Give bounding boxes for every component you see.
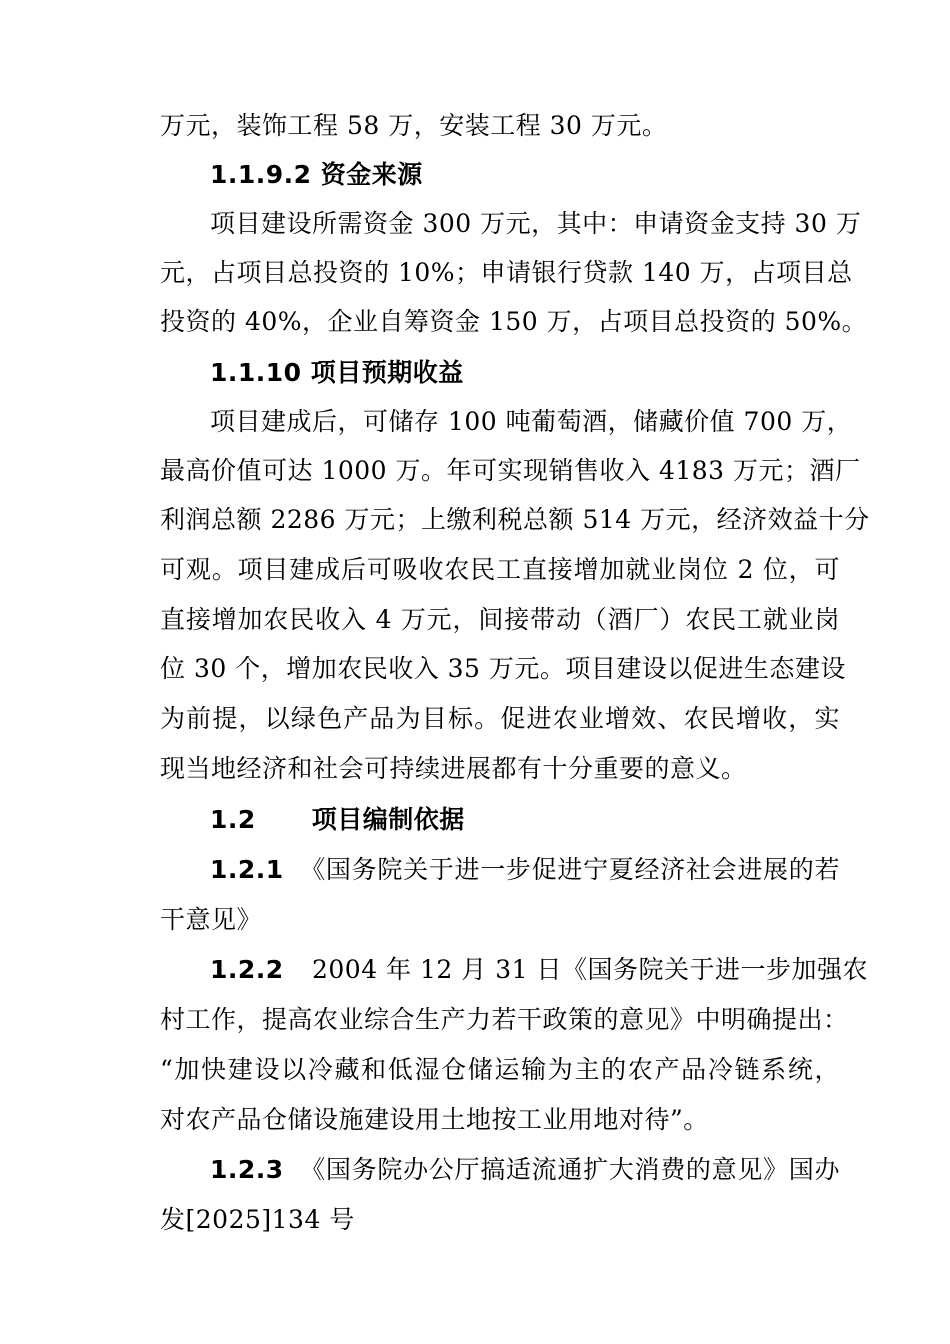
body-text-line: 元，占项目总投资的 10%；申请银行贷款 140 万，占项目总 — [160, 258, 853, 287]
item-text: 《国务院办公厅搞适流通扩大消费的意见》国办 — [300, 1155, 840, 1184]
body-text-line: 现当地经济和社会可持续进展都有十分重要的意义。 — [160, 754, 747, 783]
body-text-line: 对农产品仓储设施建设用土地按工业用地对待”。 — [160, 1105, 709, 1134]
body-text-line: 为前提，以绿色产品为目标。促进农业增效、农民增收，实 — [160, 704, 840, 733]
heading-title: 项目编制依据 — [311, 805, 465, 834]
body-text-line: 发[2025]134 号 — [160, 1205, 355, 1234]
item-number: 1.2.1 — [210, 855, 284, 884]
body-text-line: 项目建设所需资金 300 万元，其中：申请资金支持 30 万 — [210, 209, 862, 238]
item-number: 1.2.2 — [210, 955, 284, 984]
body-text-line: 最高价值可达 1000 万。年可实现销售收入 4183 万元；酒厂 — [160, 456, 861, 485]
body-text-line: 项目建成后，可储存 100 吨葡萄酒，储藏价值 700 万， — [210, 407, 853, 436]
list-item-1-2-2 — [210, 953, 868, 987]
body-text-line: 利润总额 2286 万元；上缴利税总额 514 万元，经济效益十分 — [160, 505, 870, 534]
item-number: 1.2.3 — [210, 1155, 284, 1184]
body-text-line: “加快建设以冷藏和低湿仓储运输为主的农产品冷链系统， — [160, 1055, 840, 1084]
item-text: 2004 年 12 月 31 日《国务院关于进一步加强农 — [312, 955, 868, 984]
body-text-line: 可观。项目建成后可吸收农民工直接增加就业岗位 2 位，可 — [160, 555, 840, 584]
section-heading-1-1-10: 1.1.10 项目预期收益 — [210, 358, 464, 387]
body-text-line: 干意见》 — [160, 905, 263, 934]
body-text-line: 直接增加农民收入 4 万元，间接带动（酒厂）农民工就业岗 — [160, 605, 840, 634]
heading-number: 1.2 — [210, 805, 256, 834]
item-text: 《国务院关于进一步促进宁夏经济社会进展的若 — [300, 855, 840, 884]
section-heading-1-1-9-2: 1.1.9.2 资金来源 — [210, 160, 423, 189]
section-heading-1-2 — [210, 803, 465, 837]
list-item-1-2-3 — [210, 1153, 840, 1187]
body-text-line: 万元，装饰工程 58 万，安装工程 30 万元。 — [160, 111, 668, 140]
body-text-line: 投资的 40%，企业自筹资金 150 万，占项目总投资的 50%。 — [160, 307, 868, 336]
body-text-line: 位 30 个，增加农民收入 35 万元。项目建设以促进生态建设 — [160, 654, 846, 683]
body-text-line: 村工作，提高农业综合生产力若干政策的意见》中明确提出： — [160, 1005, 849, 1034]
list-item-1-2-1 — [210, 853, 840, 887]
